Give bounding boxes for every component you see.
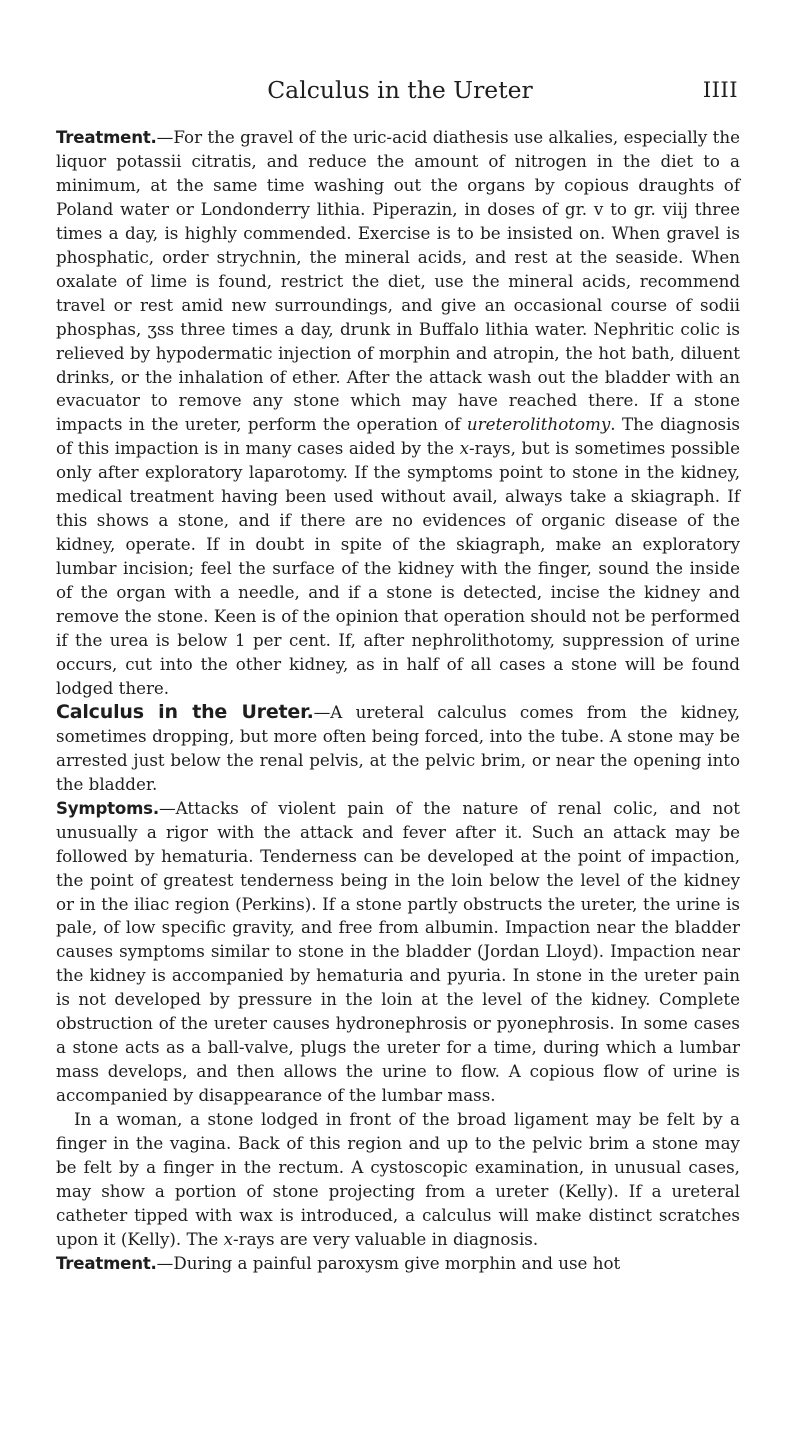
paragraph-treatment-gravel (56, 126, 740, 701)
paragraph-treatment-paroxysm (56, 1252, 740, 1276)
section-heading-calculus-ureter: Calculus in the Ureter. (56, 700, 314, 723)
section-heading-symptoms: Symptoms. (56, 798, 159, 818)
section-heading-treatment: Treatment. (56, 128, 157, 147)
paragraph-symptoms (56, 797, 740, 1108)
paragraph-text: —Attacks of violent pain of the nature of renal colic, and not unusually a rigor with the attack and fever after it. Such an attack may be followed by hematuria. Tenderness can be developed at the point of impaction, the point of greatest tenderness being in the loin below the level of the kidney or in the iliac region (Perkins). If a stone partly obstructs the ureter, the urine is pale, of low specific gravity, and free from albumin. Impaction near the bladder causes symptoms similar to stone in the bladder (Jordan Lloyd). Impaction near the kidney is accompanied by hematuria and pyuria. In stone in the ureter pain is not developed by pressure in the loin at the level of the kidney. Complete obstruction of the ureter causes hydronephrosis or pyonephrosis. In some cases a stone acts as a ball-valve, plugs the ureter for a time, during which a lumbar mass develops, and then allows the urine to flow. A copious flow of urine is accompanied by disappearance of the lumbar mass. (56, 797, 740, 1106)
paragraph-text: In a woman, a stone lodged in front of the broad ligament may be felt by a finger in the vagina. Back of this region and up to the pelvic brim a stone may be felt by a finger in the rectum. A cystoscopic examination, in unusual cases, may show a portion of stone projecting from a ureter (Kelly). If a ureteral catheter tipped with wax is introduced, a calculus will make distinct scratches upon it (Kelly). The (56, 1109, 740, 1249)
italic-x: x (223, 1228, 233, 1249)
italic-term-ureterolithotomy: ureterolithotomy (466, 414, 611, 435)
paragraph-text: -rays, but is sometimes possible only after exploratory laparotomy. If the symptoms point to stone in the kidney, medical treatment having been used without avail, always take a skiagraph. If this shows a stone, and if there are no evidences of organic disease of the kidney, operate. If in doubt in spite of the skiagraph, make an exploratory lumbar incision; feel the surface of the kidney with the finger, sound the inside of the organ with a needle, and if a stone is detected, incise the kidney and remove the stone. Keen is of the opinion that operation should not be performed if the urea is below 1 per cent. If, after nephrolithotomy, suppression of urine occurs, cut into the other kidney, as in half of all cases a stone will be found lodged there. (56, 438, 740, 698)
paragraph-text: —A ureteral calculus comes from the kidney, sometimes dropping, but more often being forced, into the tube. A stone may be arrested just below the renal pelvis, at the pelvic brim, or near the opening into the bladder. (56, 701, 740, 794)
paragraph-text: . The diagnosis of this impaction is in many cases aided by the (56, 414, 740, 459)
running-head (0, 76, 800, 108)
italic-x: x (459, 438, 470, 459)
paragraph-woman-stone (56, 1108, 740, 1252)
body-text (56, 126, 740, 1276)
page-number: IIII (702, 78, 738, 102)
paragraph-text: -rays are very valuable in diagnosis. (232, 1228, 539, 1249)
section-heading-treatment: Treatment. (56, 1253, 157, 1273)
paragraph-text: —For the gravel of the uric-acid diathesis use alkalies, especially the liquor potassii citratis, and reduce the amount of nitrogen in the diet to a minimum, at the same time washing out the organs by copious draughts of Poland water or Londonderry lithia. Piperazin, in doses of gr. v to gr. viij three times a day, is highly commended. Exercise is to be insisted on. When gravel is phosphatic, order strychnin, the mineral acids, and rest at the seaside. When oxalate of lime is found, restrict the diet, use the mineral acids, recommend travel or rest amid new surroundings, and give an occasional course of sodii phosphas, ʒss three times a day, drunk in Buffalo lithia water. Nephritic colic is relieved by hypodermatic injection of morphin and atropin, the hot bath, diluent drinks, or the inhalation of ether. After the attack wash out the bladder with an evacuator to remove any stone which may have reached there. If a stone impacts in the ureter, perform the operation of (56, 127, 740, 435)
running-title: Calculus in the Ureter (267, 76, 533, 104)
paragraph-calculus-ureter (56, 701, 740, 797)
paragraph-text: —During a painful paroxysm give morphin and use hot (156, 1252, 621, 1273)
